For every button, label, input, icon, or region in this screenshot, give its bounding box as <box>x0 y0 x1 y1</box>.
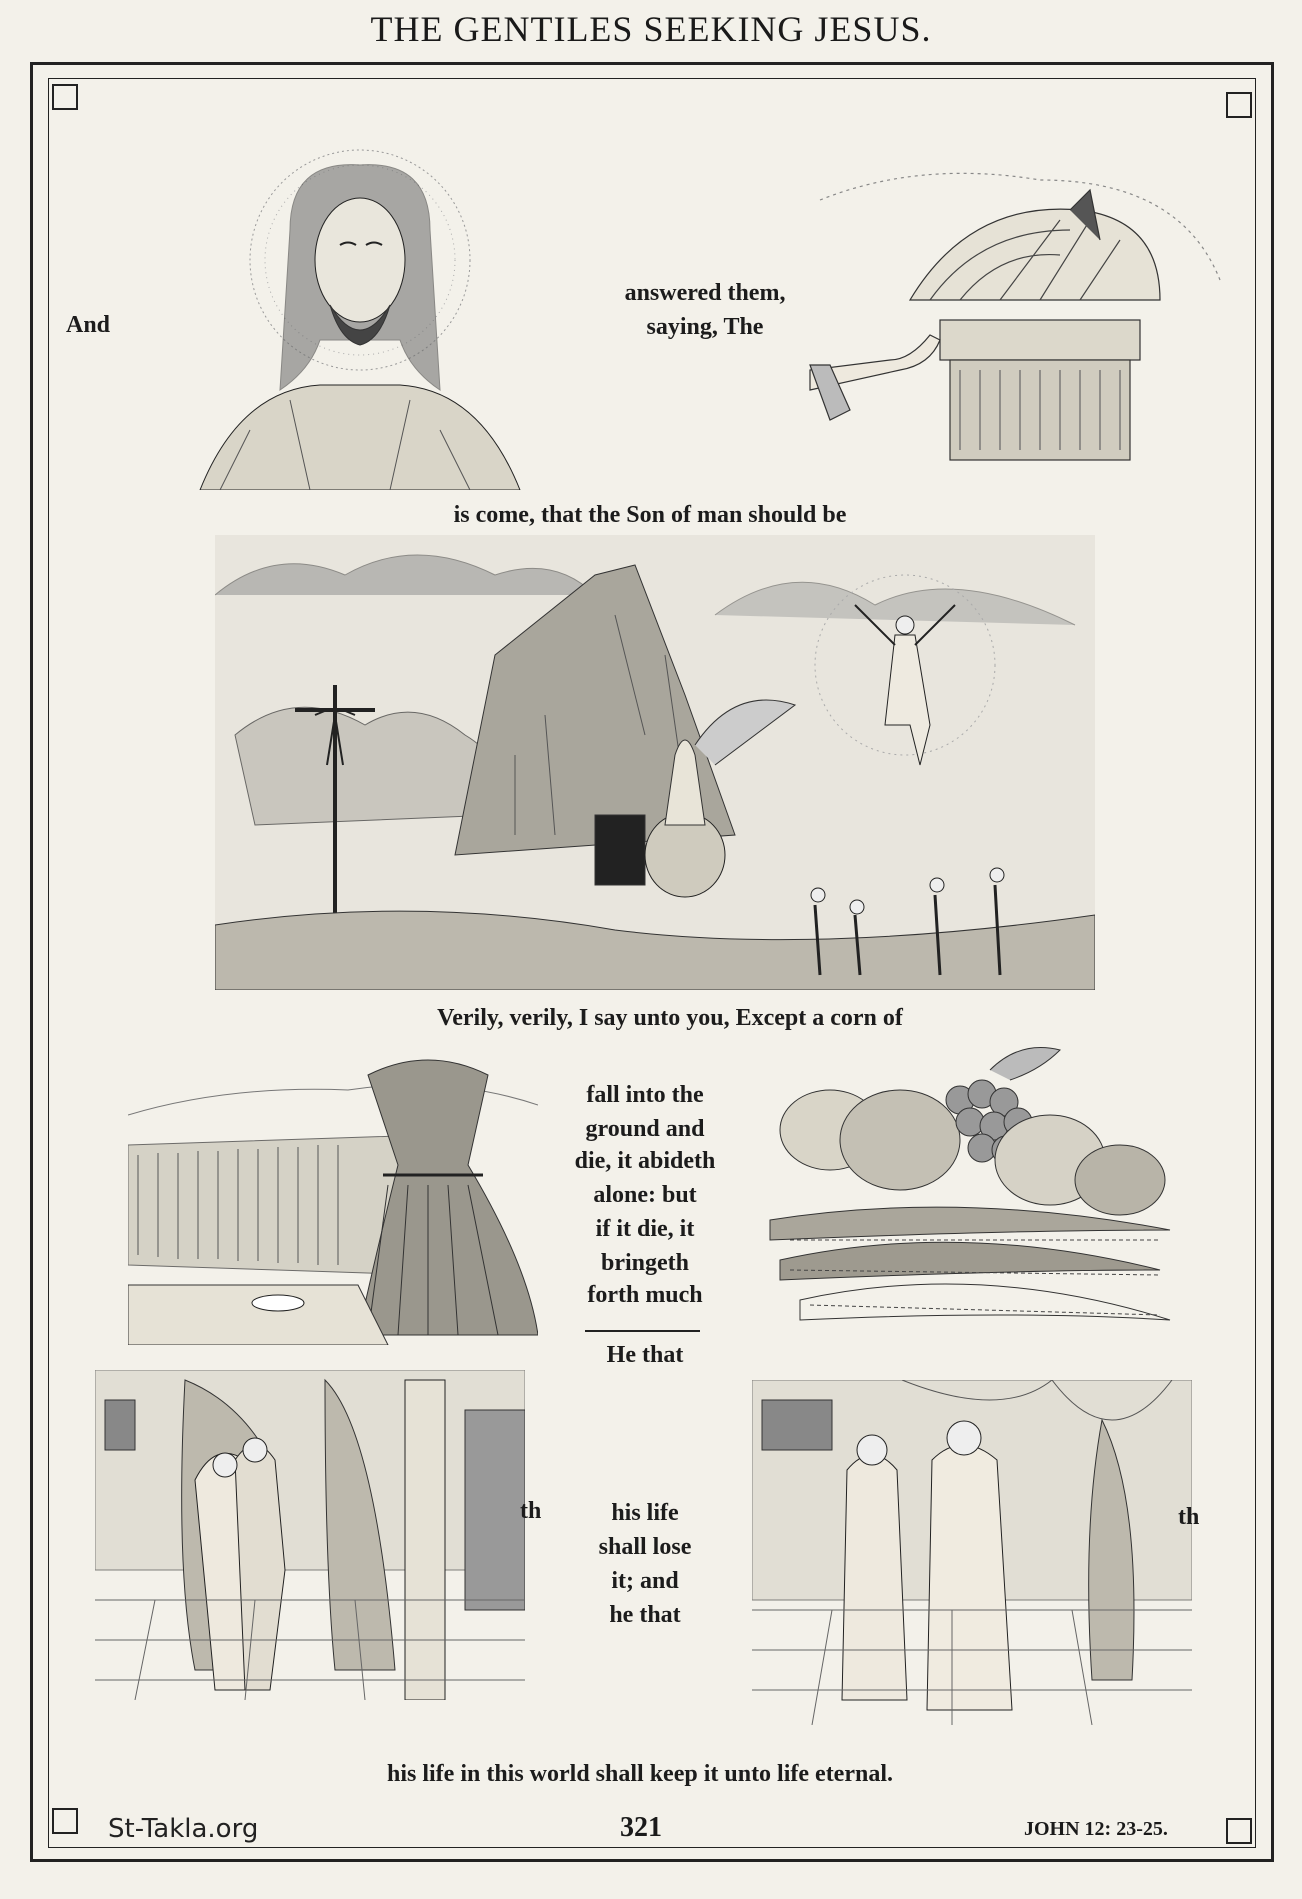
text-mid-line-1: his life <box>611 1500 679 1526</box>
wheat-sheaf-illustration <box>128 1045 538 1345</box>
text-divider <box>585 1330 700 1332</box>
text-column-line-6: bringeth <box>600 1250 689 1276</box>
jesus-portrait-drawing <box>140 140 550 490</box>
text-column-line-1: fall into the <box>586 1082 704 1108</box>
corner-ornament-top-right <box>1226 92 1252 118</box>
text-and: And <box>66 312 111 338</box>
men-standing-illustration <box>752 1380 1192 1725</box>
text-he-that: He that <box>606 1342 684 1368</box>
text-right-suffix: th <box>1178 1504 1200 1530</box>
page-title: THE GENTILES SEEKING JESUS. <box>370 9 932 49</box>
text-column-line-2: ground and <box>585 1116 705 1142</box>
text-mid-line-2: shall lose <box>598 1534 692 1560</box>
corner-ornament-bottom-right <box>1226 1818 1252 1844</box>
man-embracing-drawing <box>95 1370 525 1700</box>
text-verily-verily: Verily, verily, I say unto you, Except a corn of <box>437 1005 903 1031</box>
men-standing-drawing <box>752 1380 1192 1725</box>
text-left-suffix: th <box>520 1498 542 1524</box>
text-column-line-3: die, it abideth <box>574 1148 716 1174</box>
corner-ornament-bottom-left <box>52 1808 78 1834</box>
sundial-illustration <box>800 160 1240 470</box>
corner-ornament-top-left <box>52 84 78 110</box>
wheat-sheaf-drawing <box>128 1045 538 1345</box>
text-mid-line-4: he that <box>609 1602 681 1628</box>
text-column-line-5: if it die, it <box>595 1216 695 1242</box>
site-watermark: St-Takla.org <box>108 1814 259 1844</box>
text-final-line: his life in this world shall keep it unto life eternal. <box>386 1761 893 1787</box>
text-saying-the: saying, The <box>646 314 764 340</box>
crucifixion-tomb-ascension-illustration <box>215 535 1095 990</box>
text-column-line-4: alone: but <box>593 1182 697 1208</box>
man-embracing-illustration <box>95 1370 525 1700</box>
page-number: 321 <box>620 1812 662 1843</box>
text-column-line-7: forth much <box>587 1282 703 1308</box>
fruit-harvest-illustration <box>760 1030 1180 1340</box>
sundial-drawing <box>800 160 1240 470</box>
text-answered-them: answered them, <box>624 280 786 306</box>
text-mid-line-3: it; and <box>611 1568 679 1594</box>
text-is-come: is come, that the Son of man should be <box>453 502 847 528</box>
jesus-portrait-illustration <box>140 140 550 490</box>
fruit-harvest-drawing <box>760 1030 1180 1340</box>
crucifixion-tomb-ascension-drawing <box>215 535 1095 990</box>
scripture-reference: JOHN 12: 23-25. <box>1024 1818 1168 1840</box>
